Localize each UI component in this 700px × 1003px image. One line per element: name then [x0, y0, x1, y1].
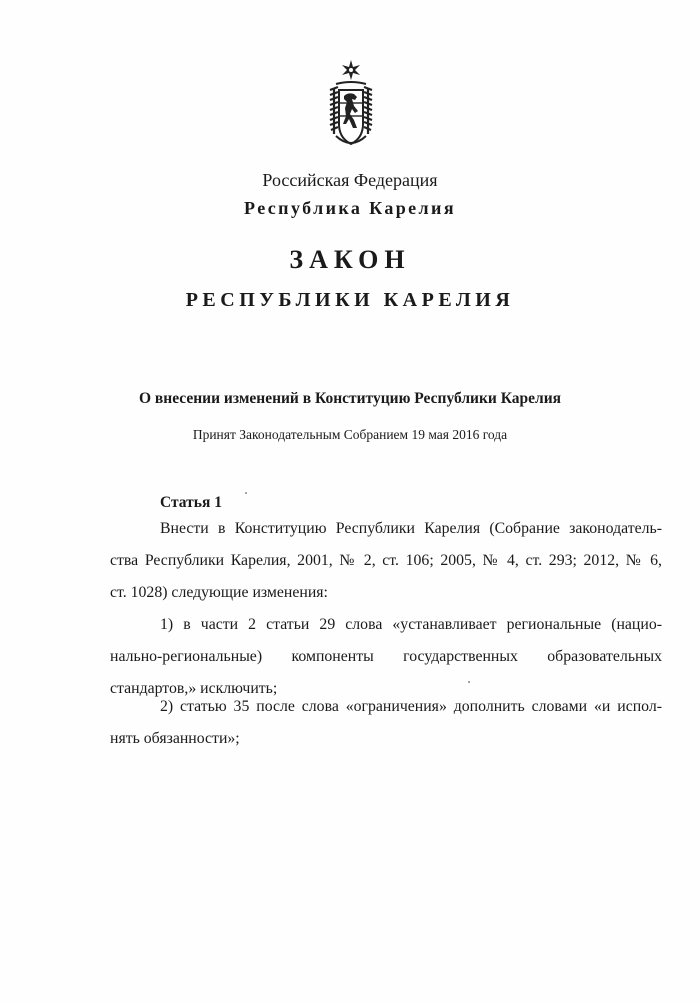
text-line: 2) статью 35 после слова «ограничения» дополнить словами «и испол-	[160, 698, 662, 715]
law-subtitle: РЕСПУБЛИКИ КАРЕЛИЯ	[185, 289, 515, 311]
scan-speck	[468, 681, 470, 683]
text-line: Внести в Конституцию Республики Карелия (Собрание законодатель-	[160, 520, 662, 537]
text-line: нально-региональные) компоненты государственных образовательных	[110, 648, 662, 665]
law-title: ЗАКОН	[289, 245, 411, 274]
karelia-coat-of-arms-icon	[328, 58, 374, 150]
republic-title: Республика Карелия	[244, 198, 456, 218]
text-line: нять обязанности»;	[110, 730, 240, 747]
text-line: ст. 1028) следующие изменения:	[110, 584, 328, 601]
text-line: 1) в части 2 статьи 29 слова «устанавливает региональные (нацио-	[160, 616, 662, 633]
article-paragraph	[110, 513, 662, 609]
federation-title: Российская Федерация	[262, 170, 438, 190]
text-line: стандартов,» исключить;	[110, 680, 278, 697]
article-item-2	[110, 691, 662, 755]
document-heading: О внесении изменений в Конституцию Республики Карелия	[138, 390, 562, 407]
text-line: ства Республики Карелия, 2001, № 2, ст. 106; 2005, № 4, ст. 293; 2012, № 6,	[110, 552, 662, 569]
scan-speck	[245, 492, 247, 494]
adoption-date: Принят Законодательным Собранием 19 мая 2016 года	[192, 427, 508, 442]
article-heading: Статья 1	[160, 494, 222, 511]
